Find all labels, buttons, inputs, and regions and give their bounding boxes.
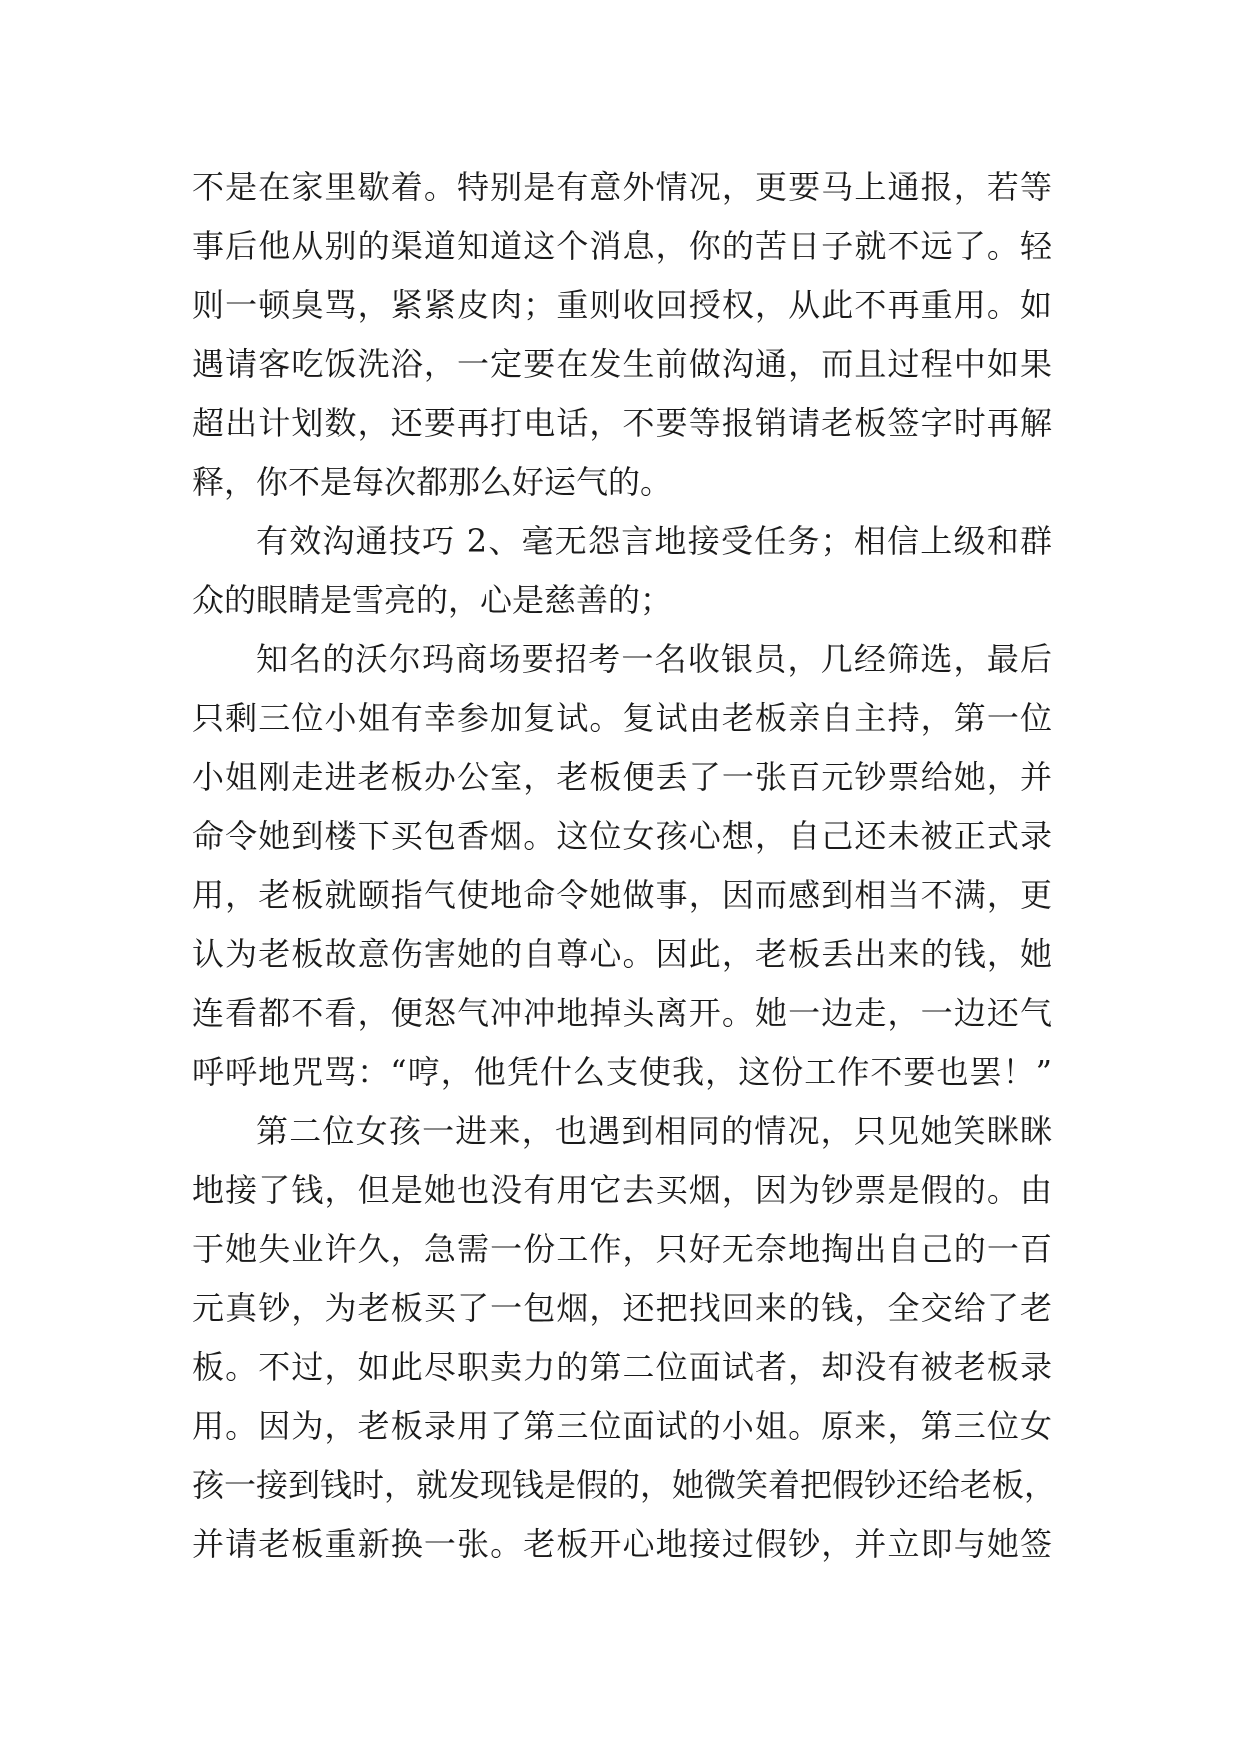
paragraph-first-line: 第二位女孩一进来，也遇到相同的情况，只见她笑眯眯 (256, 1112, 1052, 1150)
paragraph-first-line: 知名的沃尔玛商场要招考一名收银员，几经筛选，最后 (256, 640, 1052, 678)
text-line: 元真钞，为老板买了一包烟，还把找回来的钱，全交给了老 (192, 1289, 1052, 1327)
text-line: 超出计划数，还要再打电话，不要等报销请老板签字时再解 (192, 404, 1052, 442)
text-line: 释，你不是每次都那么好运气的。 (192, 463, 673, 501)
text-line: 则一顿臭骂，紧紧皮肉；重则收回授权，从此不再重用。如 (192, 286, 1052, 324)
text-line: 用。因为，老板录用了第三位面试的小姐。原来，第三位女 (192, 1407, 1052, 1445)
section-heading-line: 有效沟通技巧 2、毫无怨言地接受任务；相信上级和群 (256, 522, 1052, 560)
text-line: 只剩三位小姐有幸参加复试。复试由老板亲自主持，第一位 (192, 699, 1052, 737)
document-body (192, 158, 1057, 1574)
text-line: 板。不过，如此尽职卖力的第二位面试者，却没有被老板录 (192, 1348, 1052, 1386)
text-line: 命令她到楼下买包香烟。这位女孩心想，自己还未被正式录 (192, 817, 1052, 855)
text-line: 孩一接到钱时，就发现钱是假的，她微笑着把假钞还给老板， (192, 1466, 1057, 1504)
text-line: 不是在家里歇着。特别是有意外情况，更要马上通报，若等 (192, 168, 1052, 206)
text-line: 连看都不看，便怒气冲冲地掉头离开。她一边走，一边还气 (192, 994, 1052, 1032)
text-line: 地接了钱，但是她也没有用它去买烟，因为钞票是假的。由 (192, 1171, 1052, 1209)
text-line: 事后他从别的渠道知道这个消息，你的苦日子就不远了。轻 (192, 227, 1052, 265)
text-line: 于她失业许久，急需一份工作，只好无奈地掏出自己的一百 (192, 1230, 1052, 1268)
text-line: 小姐刚走进老板办公室，老板便丢了一张百元钞票给她，并 (192, 758, 1052, 796)
text-line: 呼呼地咒骂：“哼，他凭什么支使我，这份工作不要也罢！” (192, 1053, 1052, 1091)
text-line: 遇请客吃饭洗浴，一定要在发生前做沟通，而且过程中如果 (192, 345, 1052, 383)
text-line: 并请老板重新换一张。老板开心地接过假钞，并立即与她签 (192, 1525, 1052, 1563)
text-line: 众的眼睛是雪亮的，心是慈善的； (192, 581, 673, 619)
text-line: 用，老板就颐指气使地命令她做事，因而感到相当不满，更 (192, 876, 1052, 914)
text-line: 认为老板故意伤害她的自尊心。因此，老板丢出来的钱，她 (192, 935, 1052, 973)
